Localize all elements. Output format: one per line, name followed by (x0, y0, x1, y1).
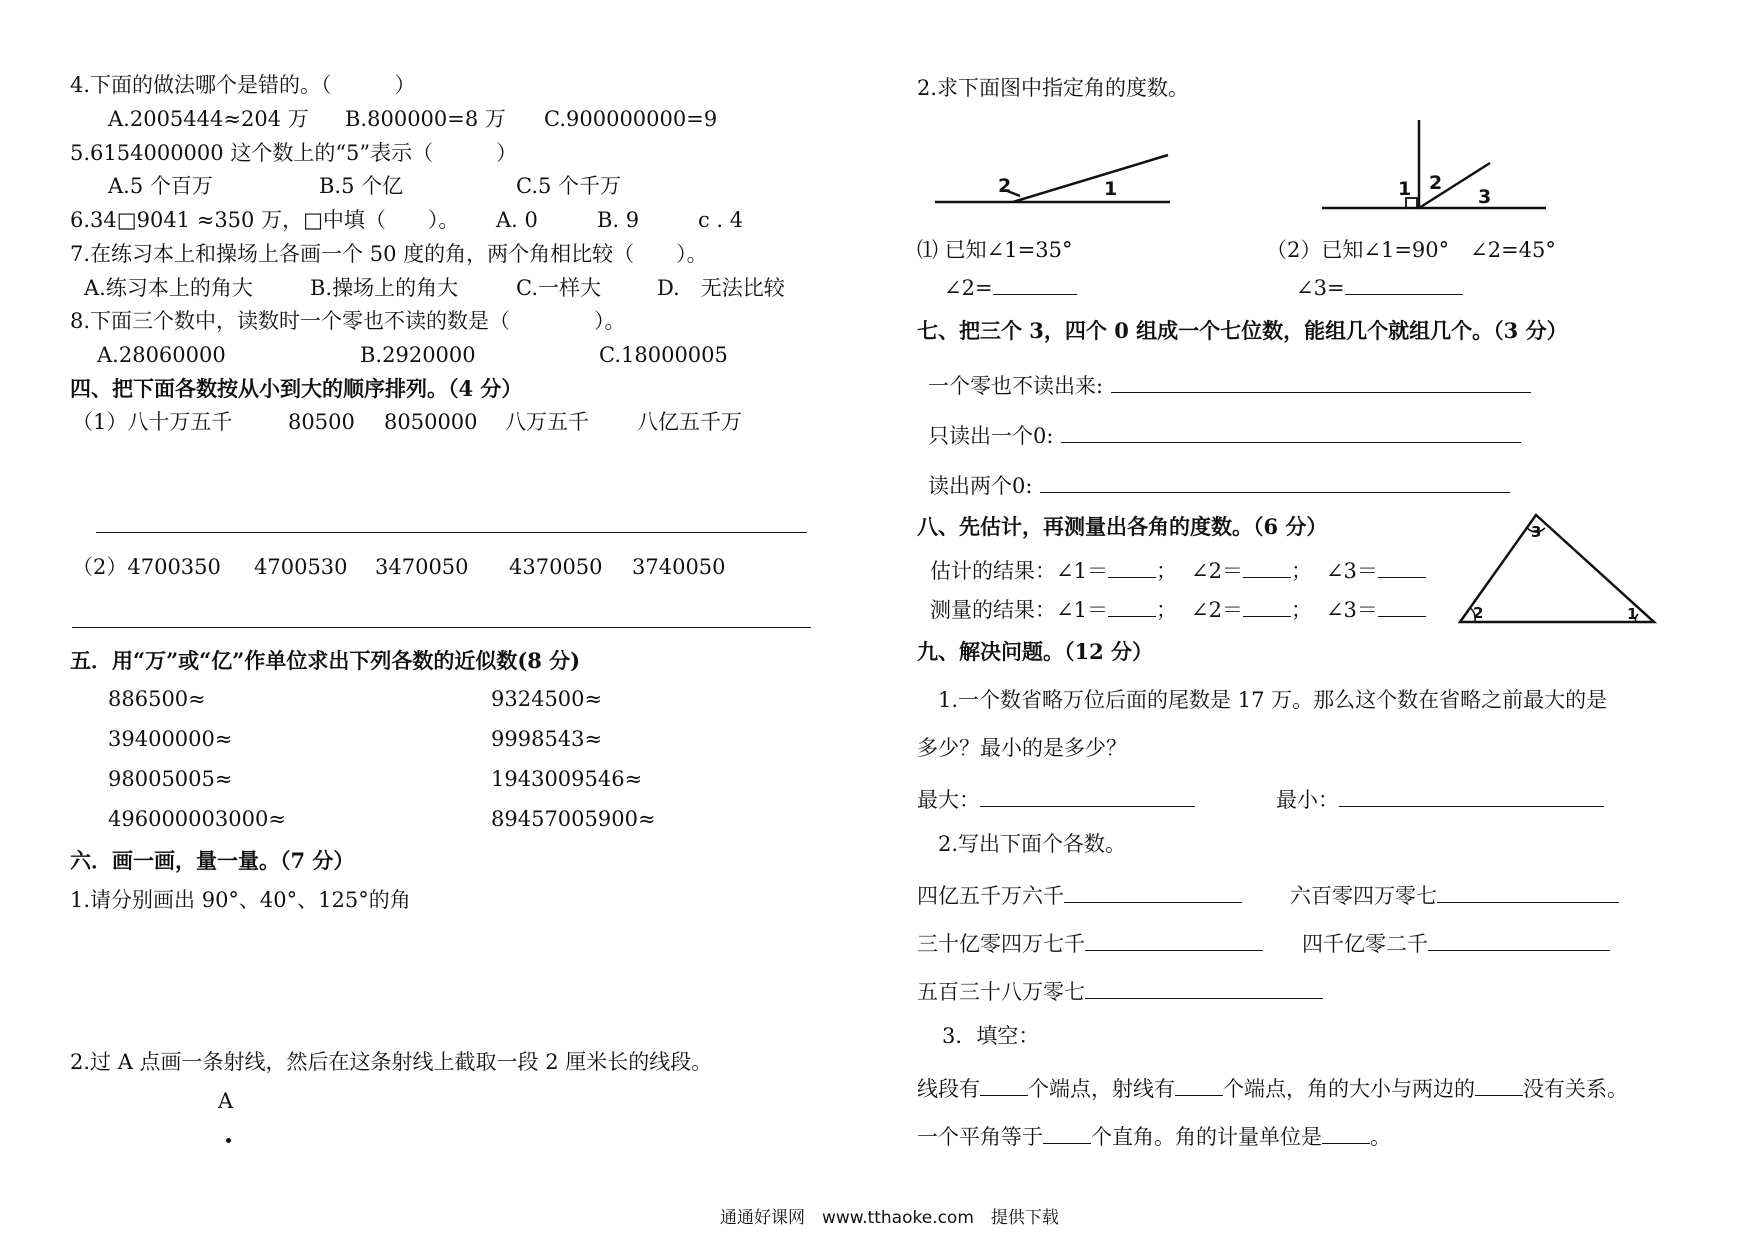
separator: ； (1155, 559, 1177, 583)
s7-line-label: 读出两个0: (928, 474, 1033, 498)
fill-blank[interactable] (1475, 1075, 1523, 1096)
s4-row1-item: 八亿五千万 (637, 410, 742, 434)
s4-answer-line-1[interactable] (96, 532, 807, 533)
s5-item: 886500≈ (108, 687, 206, 711)
fill-text: 。 (1370, 1125, 1391, 1149)
number-word-label: 三十亿零四万七千 (917, 932, 1085, 956)
s5-item: 9324500≈ (491, 687, 603, 711)
q7-option-c: C.一样大 (516, 276, 601, 300)
est-angle3-blank[interactable] (1378, 557, 1426, 578)
angle3-label: ∠3＝ (1325, 598, 1378, 622)
fill-blank[interactable] (1175, 1075, 1223, 1096)
triangle-angle-label: 1 (1627, 605, 1638, 623)
fig2-answer-blank[interactable] (1345, 274, 1463, 295)
s4-row2-item: 3740050 (632, 555, 726, 579)
s9-number-word (1290, 882, 1619, 907)
s8-est-label: 估计的结果： (930, 559, 1056, 583)
s8-measure-row (930, 596, 1426, 621)
s9-number-word (1302, 930, 1610, 955)
fill-text: 没有关系。 (1523, 1077, 1628, 1101)
fig1-angle-label: 2 (998, 175, 1012, 197)
number-word-label: 四亿五千万六千 (917, 884, 1064, 908)
section-5-title: 五．用“万”或“亿”作单位求出下列各数的近似数(8 分) (70, 648, 581, 673)
est-angle1-blank[interactable] (1108, 557, 1156, 578)
fig1-given: ⑴ 已知∠1=35° (917, 238, 1073, 262)
meas-angle1-blank[interactable] (1108, 596, 1156, 617)
s6-question-1: 1.请分别画出 90°、40°、125°的角 (70, 888, 411, 912)
s5-item: 9998543≈ (491, 727, 603, 751)
number-answer-blank[interactable] (1085, 978, 1323, 999)
s4-row1-item: 8050000 (384, 410, 478, 434)
s9-question-3: 3．填空： (942, 1024, 1040, 1048)
angle1-label: ∠1＝ (1056, 559, 1108, 583)
min-answer-blank[interactable] (1339, 786, 1604, 807)
separator: ； (1290, 598, 1312, 622)
s4-row1-item: （1）八十万五千 (72, 410, 233, 434)
s4-row2-item: 3470050 (375, 555, 469, 579)
s5-item: 98005005≈ (108, 767, 233, 791)
triangle-angle-label: 2 (1473, 604, 1484, 622)
q8-option-b: B.2920000 (360, 343, 476, 367)
q7-option-d: D. 无法比较 (657, 276, 785, 300)
angle2-label: ∠2＝ (1190, 598, 1243, 622)
fig2-ask-label: ∠3= (1296, 276, 1345, 300)
fig1-ask-label: ∠2= (944, 276, 993, 300)
s9-min-row (1276, 786, 1604, 811)
section-7-title: 七、把三个 3，四个 0 组成一个七位数，能组几个就组几个。（3 分） (917, 318, 1568, 343)
s7-line-label: 只读出一个0: (928, 424, 1054, 448)
s7-line (928, 422, 1521, 447)
separator: ； (1155, 598, 1177, 622)
fig2-angle-label: 3 (1478, 186, 1492, 208)
fig1-answer-blank[interactable] (993, 274, 1077, 295)
s7-line-label: 一个零也不读出来: (928, 374, 1104, 398)
q6-stem: 6.34□9041 ≈350 万，□中填（ ）。 (70, 208, 460, 232)
triangle-angle-label: 3 (1531, 523, 1542, 541)
number-answer-blank[interactable] (1085, 930, 1263, 951)
fig2-angle-label: 1 (1398, 178, 1412, 200)
section-4-title: 四、把下面各数按从小到大的顺序排列。（4 分） (70, 376, 523, 401)
section-6-title: 六．画一画，量一量。（7 分） (70, 848, 355, 873)
s8-meas-label: 测量的结果： (930, 598, 1056, 622)
s4-answer-line-2[interactable] (72, 627, 811, 628)
fill-line-1 (917, 1075, 1628, 1100)
fig1-ask (944, 274, 1077, 299)
q5-stem: 5.6154000000 这个数上的“5”表示（ ） (70, 141, 518, 165)
q6-option-c: c . 4 (698, 208, 744, 232)
number-answer-blank[interactable] (1428, 930, 1610, 951)
s5-item: 496000003000≈ (108, 807, 286, 831)
q7-option-b: B.操场上的角大 (310, 276, 459, 300)
s7-line (928, 372, 1531, 397)
fill-text: 个端点，射线有 (1028, 1077, 1175, 1101)
fig1-ray (1013, 155, 1168, 202)
q6-option-a: A. 0 (496, 208, 538, 232)
q4-option-a: A.2005444≈204 万 (108, 107, 309, 131)
q5-option-a: A.5 个百万 (108, 174, 213, 198)
s5-item: 39400000≈ (108, 727, 233, 751)
angle-figure-1 (930, 150, 1175, 212)
fig2-angle-label: 2 (1429, 172, 1443, 194)
footer-credit: 通通好课网 www.tthaoke.com 提供下载 (720, 1208, 1059, 1228)
meas-angle2-blank[interactable] (1243, 596, 1291, 617)
q5-option-b: B.5 个亿 (319, 174, 404, 198)
fill-blank[interactable] (1322, 1123, 1370, 1144)
number-word-label: 四千亿零二千 (1302, 932, 1428, 956)
number-answer-blank[interactable] (1437, 882, 1619, 903)
angle1-label: ∠1＝ (1056, 598, 1108, 622)
s9-question-2: 2.写出下面个各数。 (938, 832, 1127, 856)
section-8-title: 八、先估计，再测量出各角的度数。（6 分） (917, 514, 1328, 539)
angle3-label: ∠3＝ (1325, 559, 1378, 583)
r-q2-stem: 2.求下面图中指定角的度数。 (917, 76, 1190, 100)
max-label: 最大： (917, 788, 980, 812)
q4-stem: 4.下面的做法哪个是错的。（ ） (70, 73, 416, 97)
s9-number-word (917, 882, 1242, 907)
angle2-label: ∠2＝ (1190, 559, 1243, 583)
s7-answer-blank[interactable] (1111, 372, 1531, 393)
fill-text: 个直角。角的计量单位是 (1091, 1125, 1322, 1149)
q4-option-c: C.900000000=9 (544, 107, 718, 131)
s4-row1-item: 80500 (288, 410, 355, 434)
triangle-figure (1456, 508, 1660, 628)
max-answer-blank[interactable] (980, 786, 1195, 807)
q8-stem: 8.下面三个数中，读数时一个零也不读的数是（ ）。 (70, 309, 626, 333)
number-word-label: 六百零四万零七 (1290, 884, 1437, 908)
number-word-label: 五百三十八万零七 (917, 980, 1085, 1004)
q8-option-a: A.28060000 (97, 343, 226, 367)
separator: ； (1290, 559, 1312, 583)
section-9-title: 九、解决问题。（12 分） (917, 639, 1154, 664)
fill-text: 线段有 (917, 1077, 980, 1101)
s9-number-word (917, 978, 1323, 1003)
s5-item: 89457005900≈ (491, 807, 656, 831)
angle-figure-2 (1318, 118, 1550, 214)
fill-text: 个端点，角的大小与两边的 (1223, 1077, 1475, 1101)
number-answer-blank[interactable] (1064, 882, 1242, 903)
fill-line-2 (917, 1123, 1391, 1148)
s4-row2-item: 4370050 (509, 555, 603, 579)
fig2-given: （2）已知∠1=90° ∠2=45° (1266, 238, 1556, 262)
s4-row2-item: 4700530 (254, 555, 348, 579)
s9-max-row (917, 786, 1195, 811)
point-a-label: A (218, 1089, 234, 1113)
point-a-dot (226, 1138, 231, 1143)
s4-row2-item: （2）4700350 (72, 555, 221, 579)
triangle (1460, 515, 1654, 622)
q4-option-b: B.800000=8 万 (345, 107, 506, 131)
s4-row1-item: 八万五千 (505, 410, 589, 434)
s9-question-1b: 多少？最小的是多少？ (917, 736, 1127, 760)
q5-option-c: C.5 个千万 (516, 174, 622, 198)
s7-answer-blank[interactable] (1040, 472, 1510, 493)
fig1-angle-label: 1 (1104, 178, 1118, 200)
fill-blank[interactable] (1043, 1123, 1091, 1144)
q6-option-b: B. 9 (597, 208, 640, 232)
fill-blank[interactable] (980, 1075, 1028, 1096)
s9-question-1a: 1.一个数省略万位后面的尾数是 17 万。那么这个数在省略之前最大的是 (938, 688, 1608, 712)
meas-angle3-blank[interactable] (1378, 596, 1426, 617)
s7-line (928, 472, 1510, 497)
s9-number-word (917, 930, 1263, 955)
fig2-ask (1296, 274, 1463, 299)
s5-item: 1943009546≈ (491, 767, 643, 791)
q7-stem: 7.在练习本上和操场上各画一个 50 度的角，两个角相比较（ ）。 (70, 242, 708, 266)
s6-question-2: 2.过 A 点画一条射线，然后在这条射线上截取一段 2 厘米长的线段。 (70, 1050, 713, 1074)
est-angle2-blank[interactable] (1243, 557, 1291, 578)
s8-estimate-row (930, 557, 1426, 582)
min-label: 最小： (1276, 788, 1339, 812)
q7-option-a: A.练习本上的角大 (84, 276, 253, 300)
s7-answer-blank[interactable] (1061, 422, 1521, 443)
q8-option-c: C.18000005 (599, 343, 728, 367)
fill-text: 一个平角等于 (917, 1125, 1043, 1149)
